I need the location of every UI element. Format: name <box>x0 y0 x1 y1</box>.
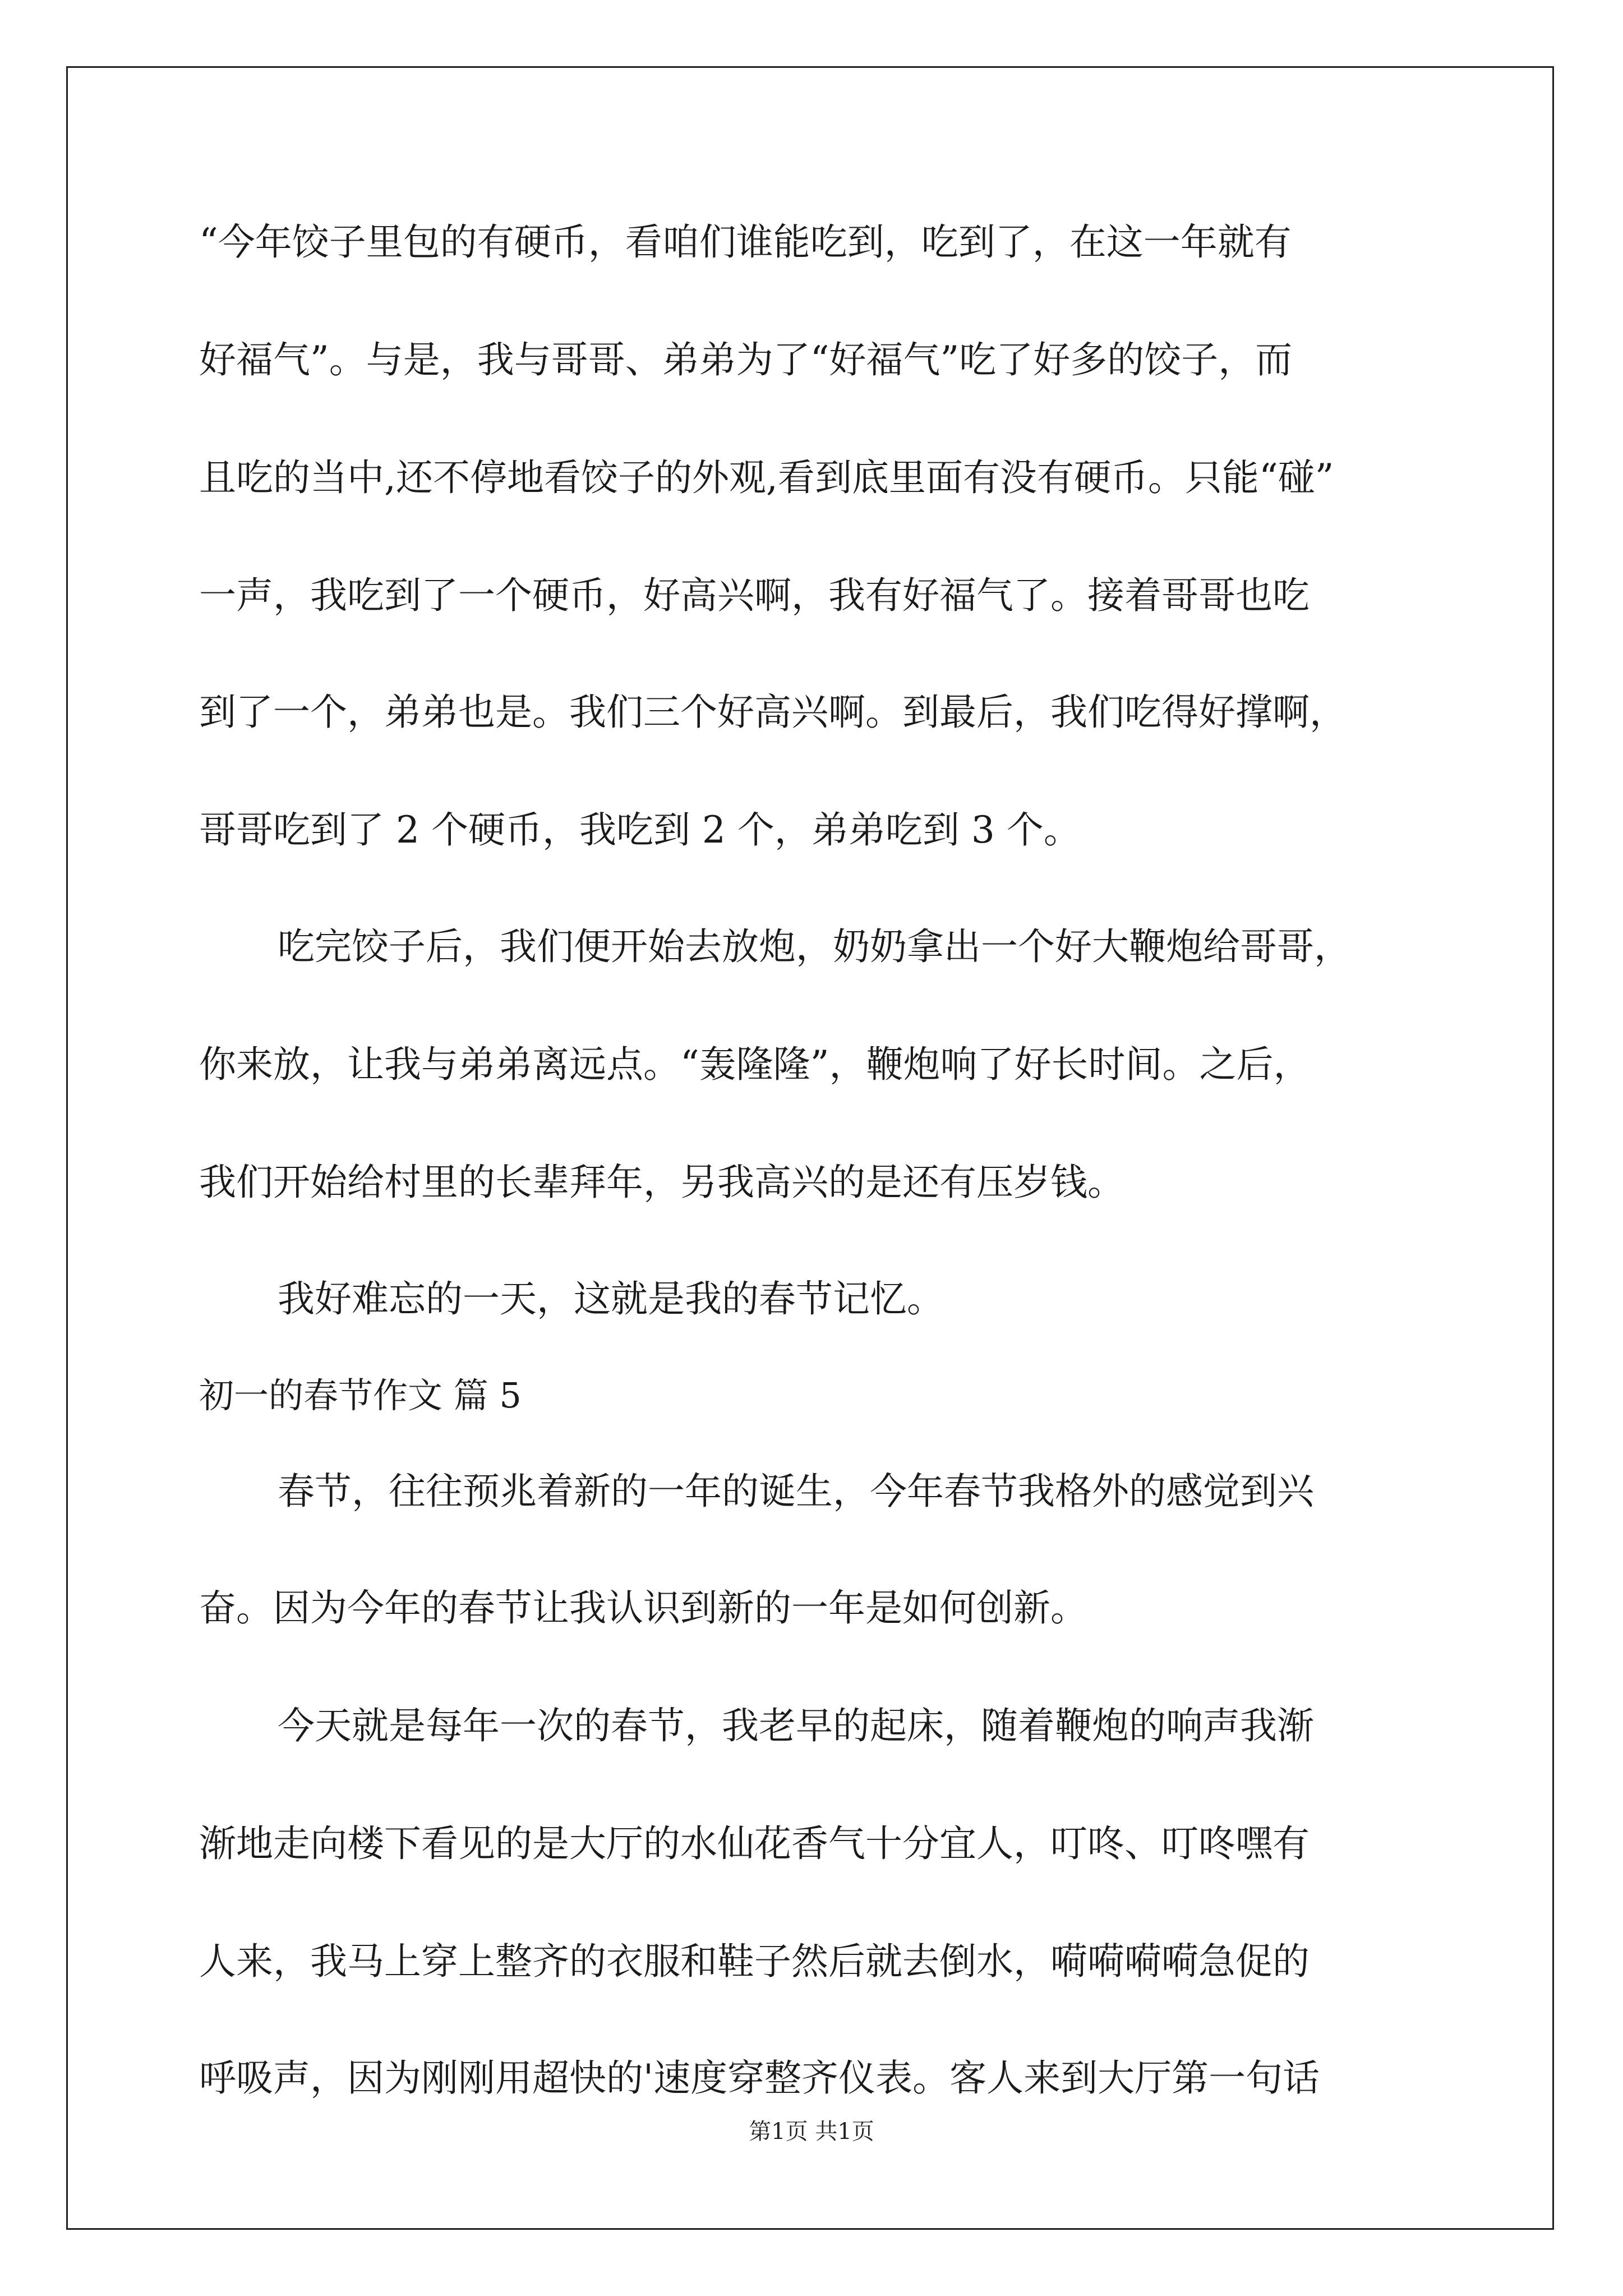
text-line-8: 你来放，让我与弟弟离远点。“轰隆隆”，鞭炮响了好长时间。之后， <box>199 1043 1311 1086</box>
text-line-14: 渐地走向楼下看见的是大厅的水仙花香气十分宜人，叮咚、叮咚嘿有 <box>199 1822 1310 1865</box>
text-line-16: 呼吸声，因为刚刚用超快的'速度穿整齐仪表。客人来到大厅第一句话 <box>199 2056 1320 2100</box>
text-line-13: 今天就是每年一次的春节，我老早的起床，随着鞭炮的响声我渐 <box>278 1704 1314 1747</box>
section-heading: 初一的春节作文 篇 5 <box>199 1375 522 1416</box>
text-line-12: 奋。因为今年的春节让我认识到新的一年是如何创新。 <box>199 1586 1087 1630</box>
page-border <box>66 66 1554 2230</box>
text-line-4: 一声，我吃到了一个硬币，好高兴啊，我有好福气了。接着哥哥也吃 <box>199 574 1310 617</box>
page-number-footer: 第1页 共1页 <box>749 2119 874 2145</box>
text-line-1: “今年饺子里包的有硬币，看咱们谁能吃到，吃到了，在这一年就有 <box>199 220 1292 264</box>
text-line-5: 到了一个，弟弟也是。我们三个好高兴啊。到最后，我们吃得好撑啊， <box>199 691 1347 734</box>
text-line-10: 我好难忘的一天，这就是我的春节记忆。 <box>278 1277 944 1320</box>
text-line-3: 且吃的当中,还不停地看饺子的外观,看到底里面有没有硬币。只能“碰” <box>199 456 1334 499</box>
text-line-15: 人来，我马上穿上整齐的衣服和鞋子然后就去倒水，嗬嗬嗬嗬急促的 <box>199 1940 1310 1983</box>
text-line-7: 吃完饺子后，我们便开始去放炮，奶奶拿出一个好大鞭炮给哥哥， <box>278 925 1351 968</box>
text-line-11: 春节，往往预兆着新的一年的诞生，今年春节我格外的感觉到兴 <box>278 1470 1314 1513</box>
text-line-2: 好福气”。与是，我与哥哥、弟弟为了“好福气”吃了好多的饺子，而 <box>199 338 1293 381</box>
text-line-9: 我们开始给村里的长辈拜年，另我高兴的是还有压岁钱。 <box>199 1161 1124 1204</box>
text-line-6: 哥哥吃到了 2 个硬币，我吃到 2 个，弟弟吃到 3 个。 <box>199 808 1081 852</box>
